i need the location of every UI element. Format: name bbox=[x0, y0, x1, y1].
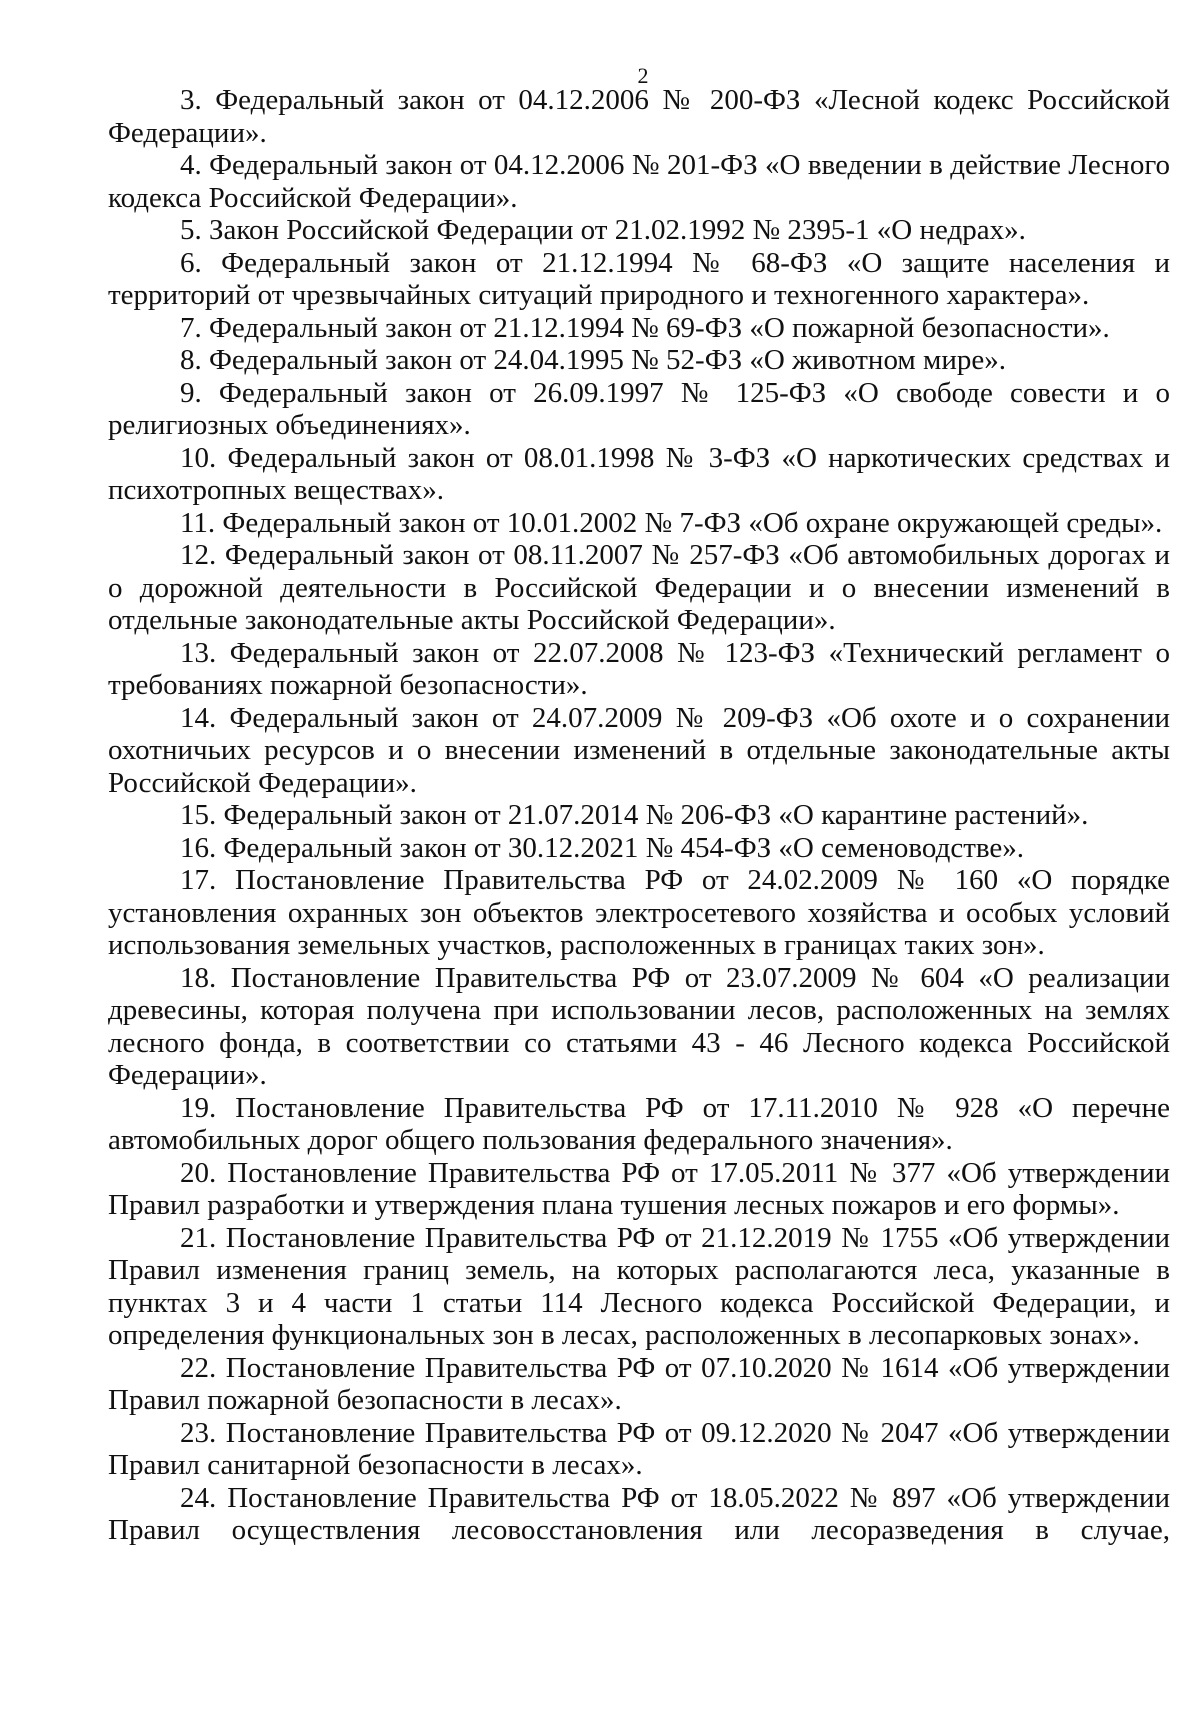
list-item: 23. Постановление Правительства РФ от 09.12.2020 № 2047 «Об утверждении Правил санитарной безопасности в лесах». bbox=[108, 1416, 1170, 1481]
list-item: 4. Федеральный закон от 04.12.2006 № 201-ФЗ «О введении в действие Лесного кодекса Российской Федерации». bbox=[108, 149, 1170, 214]
list-item: 15. Федеральный закон от 21.07.2014 № 206-ФЗ «О карантине растений». bbox=[180, 799, 1089, 831]
list-item: 8. Федеральный закон от 24.04.1995 № 52-ФЗ «О животном мире». bbox=[180, 344, 1006, 376]
list-item: 6. Федеральный закон от 21.12.1994 № 68-ФЗ «О защите населения и территорий от чрезвычайных ситуаций природного и техногенного характера». bbox=[108, 246, 1170, 311]
list-item: 22. Постановление Правительства РФ от 07.10.2020 № 1614 «Об утверждении Правил пожарной безопасности в лесах». bbox=[108, 1351, 1170, 1416]
list-item: 12. Федеральный закон от 08.11.2007 № 257-ФЗ «Об автомобильных дорогах и о дорожной деятельности в Российской Федерации и о внесении изменений в отдельные законодательные акты Российской Федерации». bbox=[108, 539, 1170, 636]
list-item: 7. Федеральный закон от 21.12.1994 № 69-ФЗ «О пожарной безопасности». bbox=[180, 311, 1110, 344]
list-item: 24. Постановление Правительства РФ от 18.05.2022 № 897 «Об утверждении Правил осуществления лесовосстановления или лесоразведения в случае, bbox=[108, 1481, 1170, 1546]
page-number: 2 bbox=[637, 63, 649, 88]
legal-acts-list bbox=[108, 84, 1170, 1547]
list-item: 13. Федеральный закон от 22.07.2008 № 123-ФЗ «Технический регламент о требованиях пожарной безопасности». bbox=[108, 636, 1170, 701]
list-item: 10. Федеральный закон от 08.01.1998 № 3-ФЗ «О наркотических средствах и психотропных веществах». bbox=[108, 441, 1170, 506]
list-item: 20. Постановление Правительства РФ от 17.05.2011 № 377 «Об утверждении Правил разработки и утверждения плана тушения лесных пожаров и его формы». bbox=[108, 1156, 1170, 1221]
list-item: 21. Постановление Правительства РФ от 21.12.2019 № 1755 «Об утверждении Правил изменения границ земель, на которых располагаются леса, указанные в пунктах 3 и 4 части 1 статьи 114 Лесного кодекса Российской Федерации, и определения функциональных зон в лесах, расположенных в лесопарковых зонах». bbox=[108, 1221, 1170, 1351]
list-item: 19. Постановление Правительства РФ от 17.11.2010 № 928 «О перечне автомобильных дорог общего пользования федерального значения». bbox=[108, 1091, 1170, 1156]
list-item: 9. Федеральный закон от 26.09.1997 № 125-ФЗ «О свободе совести и о религиозных объединениях». bbox=[108, 376, 1170, 441]
list-item: 18. Постановление Правительства РФ от 23.07.2009 № 604 «О реализации древесины, которая получена при использовании лесов, расположенных на землях лесного фонда, в соответствии со статьями 43 - 46 Лесного кодекса Российской Федерации». bbox=[108, 961, 1170, 1091]
list-item: 17. Постановление Правительства РФ от 24.02.2009 № 160 «О порядке установления охранных зон объектов электросетевого хозяйства и особых условий использования земельных участков, расположенных в границах таких зон». bbox=[108, 864, 1170, 961]
list-item: 11. Федеральный закон от 10.01.2002 № 7-ФЗ «Об охране окружающей среды». bbox=[180, 506, 1163, 539]
list-item: 3. Федеральный закон от 04.12.2006 № 200-ФЗ «Лесной кодекс Российской Федерации». bbox=[108, 84, 1170, 149]
list-item: 16. Федеральный закон от 30.12.2021 № 454-ФЗ «О семеноводстве». bbox=[180, 831, 1025, 864]
list-item: 5. Закон Российской Федерации от 21.02.1992 № 2395-1 «О недрах». bbox=[180, 214, 1026, 246]
list-item: 14. Федеральный закон от 24.07.2009 № 209-ФЗ «Об охоте и о сохранении охотничьих ресурсов и о внесении изменений в отдельные законодательные акты Российской Федерации». bbox=[108, 701, 1170, 799]
